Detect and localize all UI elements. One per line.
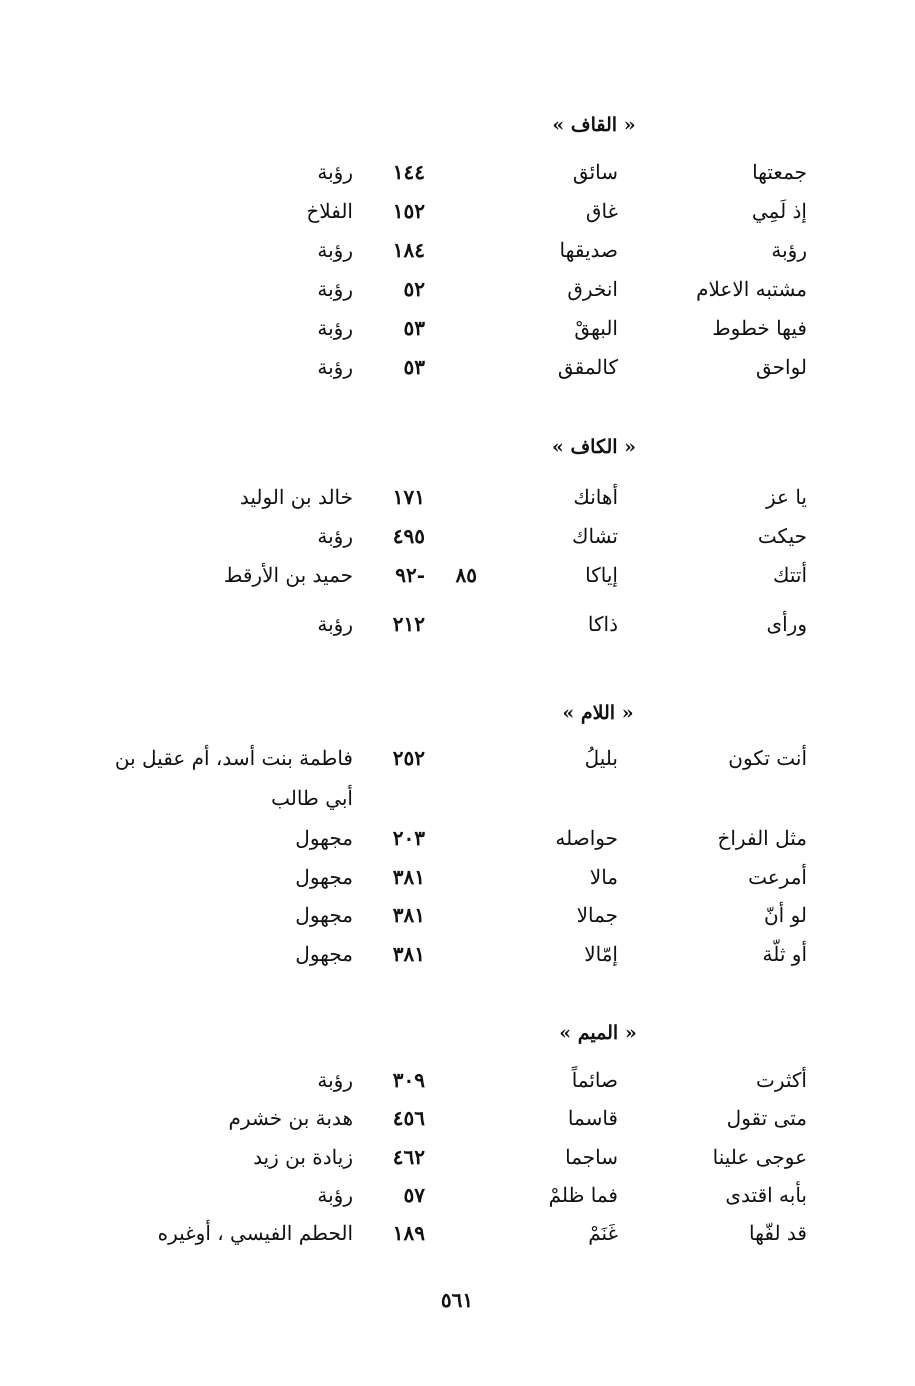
rhyme-first-word: رؤبة	[771, 238, 807, 262]
poet-name: رؤبة	[317, 524, 353, 548]
page-reference: ٥٣	[403, 316, 425, 340]
rhyme-last-word: تشاك	[572, 524, 618, 548]
rhyme-last-word: قاسما	[567, 1106, 618, 1130]
rhyme-last-word: إياكا	[585, 563, 618, 587]
rhyme-last-word: أهانك	[573, 485, 618, 509]
rhyme-last-word: جمالا	[576, 903, 618, 927]
rhyme-last-word: ساجما	[565, 1145, 618, 1169]
poet-name: زيادة بن زيد	[253, 1145, 353, 1169]
index-row	[0, 1145, 915, 1177]
rhyme-last-word: البهقْ	[574, 316, 618, 340]
page-reference: ١٥٢	[392, 199, 425, 223]
page-reference: ٢٥٢	[392, 746, 425, 770]
index-row	[0, 903, 915, 935]
rhyme-first-word: أنت تكون	[728, 746, 807, 770]
poet-name: الفلاخ	[306, 199, 353, 223]
index-row	[0, 826, 915, 858]
page-reference: ١٨٩	[392, 1221, 425, 1245]
rhyme-first-word: مشتبه الاعلام	[696, 277, 807, 301]
rhyme-first-word: حيكت	[757, 524, 807, 548]
rhyme-last-word: فما ظلمْ	[548, 1183, 618, 1207]
rhyme-first-word: جمعتها	[752, 160, 807, 184]
index-row	[0, 1068, 915, 1100]
page-reference: ١٨٤	[392, 238, 425, 262]
rhyme-first-word: أكثرت	[756, 1068, 807, 1092]
poet-name: رؤبة	[317, 160, 353, 184]
page-reference-secondary: ٨٥	[455, 563, 477, 587]
poet-name: الحطم الفيسي ، أوغيره	[157, 1221, 353, 1245]
index-row	[0, 238, 915, 270]
poet-name: خالد بن الوليد	[239, 485, 353, 509]
page-reference: ١٤٤	[392, 160, 425, 184]
index-row	[0, 316, 915, 348]
page-number: ٥٦١	[440, 1288, 474, 1312]
rhyme-first-word: بأبه اقتدى	[725, 1183, 807, 1207]
poet-name: مجهول	[295, 826, 353, 850]
section-heading-qaf: « القاف »	[552, 114, 636, 136]
index-row	[0, 277, 915, 309]
index-row	[0, 1221, 915, 1253]
rhyme-first-word: فيها خطوط	[712, 316, 807, 340]
poet-name: رؤبة	[317, 316, 353, 340]
rhyme-first-word: يا عز	[766, 485, 807, 509]
poet-name: رؤبة	[317, 1068, 353, 1092]
poet-name: رؤبة	[317, 355, 353, 379]
page-reference: -٩٢	[395, 563, 425, 587]
poet-name: مجهول	[295, 942, 353, 966]
section-heading-mim: « الميم »	[559, 1022, 637, 1044]
page-reference: ٥٣	[403, 355, 425, 379]
rhyme-last-word: مالا	[589, 865, 618, 889]
rhyme-first-word: إذ لَمِي	[751, 199, 807, 223]
rhyme-last-word: إمّالا	[584, 942, 618, 966]
poet-name: مجهول	[295, 865, 353, 889]
rhyme-last-word: سائق	[572, 160, 618, 184]
page-reference: ٤٥٦	[392, 1106, 425, 1130]
page-reference: ٤٩٥	[392, 524, 425, 548]
poet-name: فاطمة بنت أسد، أم عقيل بن أبي طالب	[114, 746, 353, 810]
rhyme-first-word: أو ثلّة	[762, 942, 807, 966]
rhyme-first-word: قد لفّها	[749, 1221, 807, 1245]
rhyme-last-word: غَنَمْ	[588, 1221, 618, 1245]
rhyme-last-word: كالمقق	[557, 355, 618, 379]
rhyme-last-word: صائماً	[571, 1068, 618, 1092]
section-heading-kaf: « الكاف »	[551, 436, 637, 458]
index-row	[0, 199, 915, 231]
page-reference: ٣٨١	[392, 903, 425, 927]
poet-name: رؤبة	[317, 238, 353, 262]
rhyme-last-word: بليلُ	[584, 746, 618, 770]
index-row	[0, 524, 915, 556]
poet-name: هدبة بن خشرم	[228, 1106, 353, 1130]
rhyme-last-word: غاق	[585, 199, 618, 223]
page-reference: ٣٨١	[392, 942, 425, 966]
page-reference: ٢١٢	[392, 612, 425, 636]
index-row	[0, 563, 915, 595]
rhyme-last-word: صديقها	[559, 238, 618, 262]
section-heading-lam: « اللام »	[562, 702, 634, 724]
index-row	[0, 1106, 915, 1138]
poet-name: مجهول	[295, 903, 353, 927]
page-reference: ٣٠٩	[392, 1068, 425, 1092]
poet-name: رؤبة	[317, 1183, 353, 1207]
page-reference: ٤٦٢	[392, 1145, 425, 1169]
rhyme-first-word: عوجى علينا	[712, 1145, 807, 1169]
page-reference: ١٧١	[392, 485, 425, 509]
page-reference: ٥٢	[403, 277, 425, 301]
rhyme-first-word: لو أنّ	[763, 903, 807, 927]
rhyme-last-word: حواصله	[555, 826, 618, 850]
poet-name: حميد بن الأرقط	[223, 563, 353, 587]
index-row	[0, 355, 915, 387]
rhyme-first-word: لواحق	[755, 355, 807, 379]
rhyme-first-word: أتتك	[772, 563, 807, 587]
rhyme-first-word: مثل الفراخ	[717, 826, 807, 850]
rhyme-first-word: ورأى	[766, 612, 807, 636]
page-reference: ٥٧	[403, 1183, 425, 1207]
index-row	[0, 1183, 915, 1215]
page-reference: ٢٠٣	[392, 826, 425, 850]
index-row	[0, 160, 915, 192]
index-row	[0, 865, 915, 897]
rhyme-last-word: ذاكا	[587, 612, 618, 636]
index-row	[0, 746, 915, 810]
rhyme-first-word: أمرعت	[748, 865, 807, 889]
index-row	[0, 485, 915, 517]
index-row	[0, 942, 915, 974]
page-reference: ٣٨١	[392, 865, 425, 889]
poet-name: رؤبة	[317, 277, 353, 301]
index-row	[0, 612, 915, 644]
rhyme-first-word: متى تقول	[726, 1106, 807, 1130]
poet-name: رؤبة	[317, 612, 353, 636]
rhyme-last-word: انخرق	[567, 277, 618, 301]
